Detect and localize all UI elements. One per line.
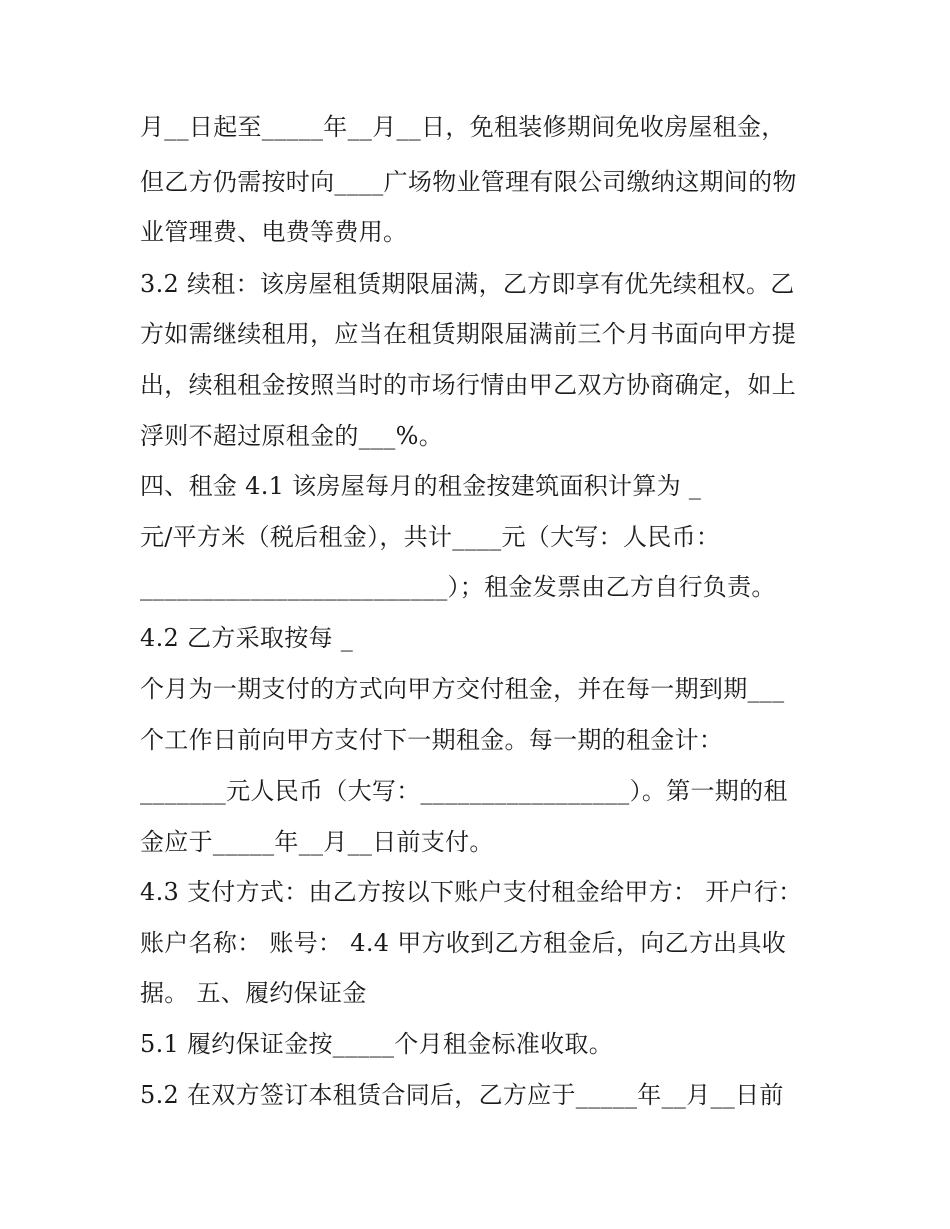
text-line: 据。 五、履约保证金 xyxy=(140,979,367,1007)
text-line: 金应于_____年__月__日前支付。 xyxy=(140,828,494,856)
text-line: 4.2 乙方采取按每 _ xyxy=(140,624,354,652)
text-line: _________________________）；租金发票由乙方自行负责。 xyxy=(140,573,776,601)
text-line: 方如需继续租用，应当在租赁期限届满前三个月书面向甲方提 xyxy=(140,320,797,348)
text-line: 5.2 在双方签订本租赁合同后，乙方应于_____年__月__日前 xyxy=(140,1081,784,1109)
text-line: 业管理费、电费等费用。 xyxy=(140,218,408,246)
text-line: 但乙方仍需按时向____广场物业管理有限公司缴纳这期间的物 xyxy=(140,168,797,196)
text-line: 个工作日前向甲方支付下一期租金。每一期的租金计： xyxy=(140,726,724,754)
text-line: _______元人民币（大写：_________________）。第一期的租 xyxy=(140,777,788,805)
text-line: 月__日起至_____年__月__日，免租装修期间免收房屋租金， xyxy=(140,113,786,141)
text-line: 4.3 支付方式：由乙方按以下账户支付租金给甲方： 开户行： xyxy=(140,878,803,906)
text-line: 账户名称： 账号： 4.4 甲方收到乙方租金后，向乙方出具收 xyxy=(140,929,787,957)
text-line: 浮则不超过原租金的___%。 xyxy=(140,422,444,450)
text-line: 四、租金 4.1 该房屋每月的租金按建筑面积计算为 _ xyxy=(140,472,702,500)
text-line: 5.1 履约保证金按_____个月租金标准收取。 xyxy=(140,1030,613,1058)
text-line: 个月为一期支付的方式向甲方交付租金，并在每一期到期___ xyxy=(140,675,785,703)
text-line: 出，续租租金按照当时的市场行情由甲乙双方协商确定，如上 xyxy=(140,371,797,399)
text-line: 元/平方米（税后租金），共计____元（大写：人民币： xyxy=(140,523,721,551)
text-line: 3.2 续租：该房屋租赁期限届满，乙方即享有优先续租权。乙 xyxy=(140,270,795,298)
